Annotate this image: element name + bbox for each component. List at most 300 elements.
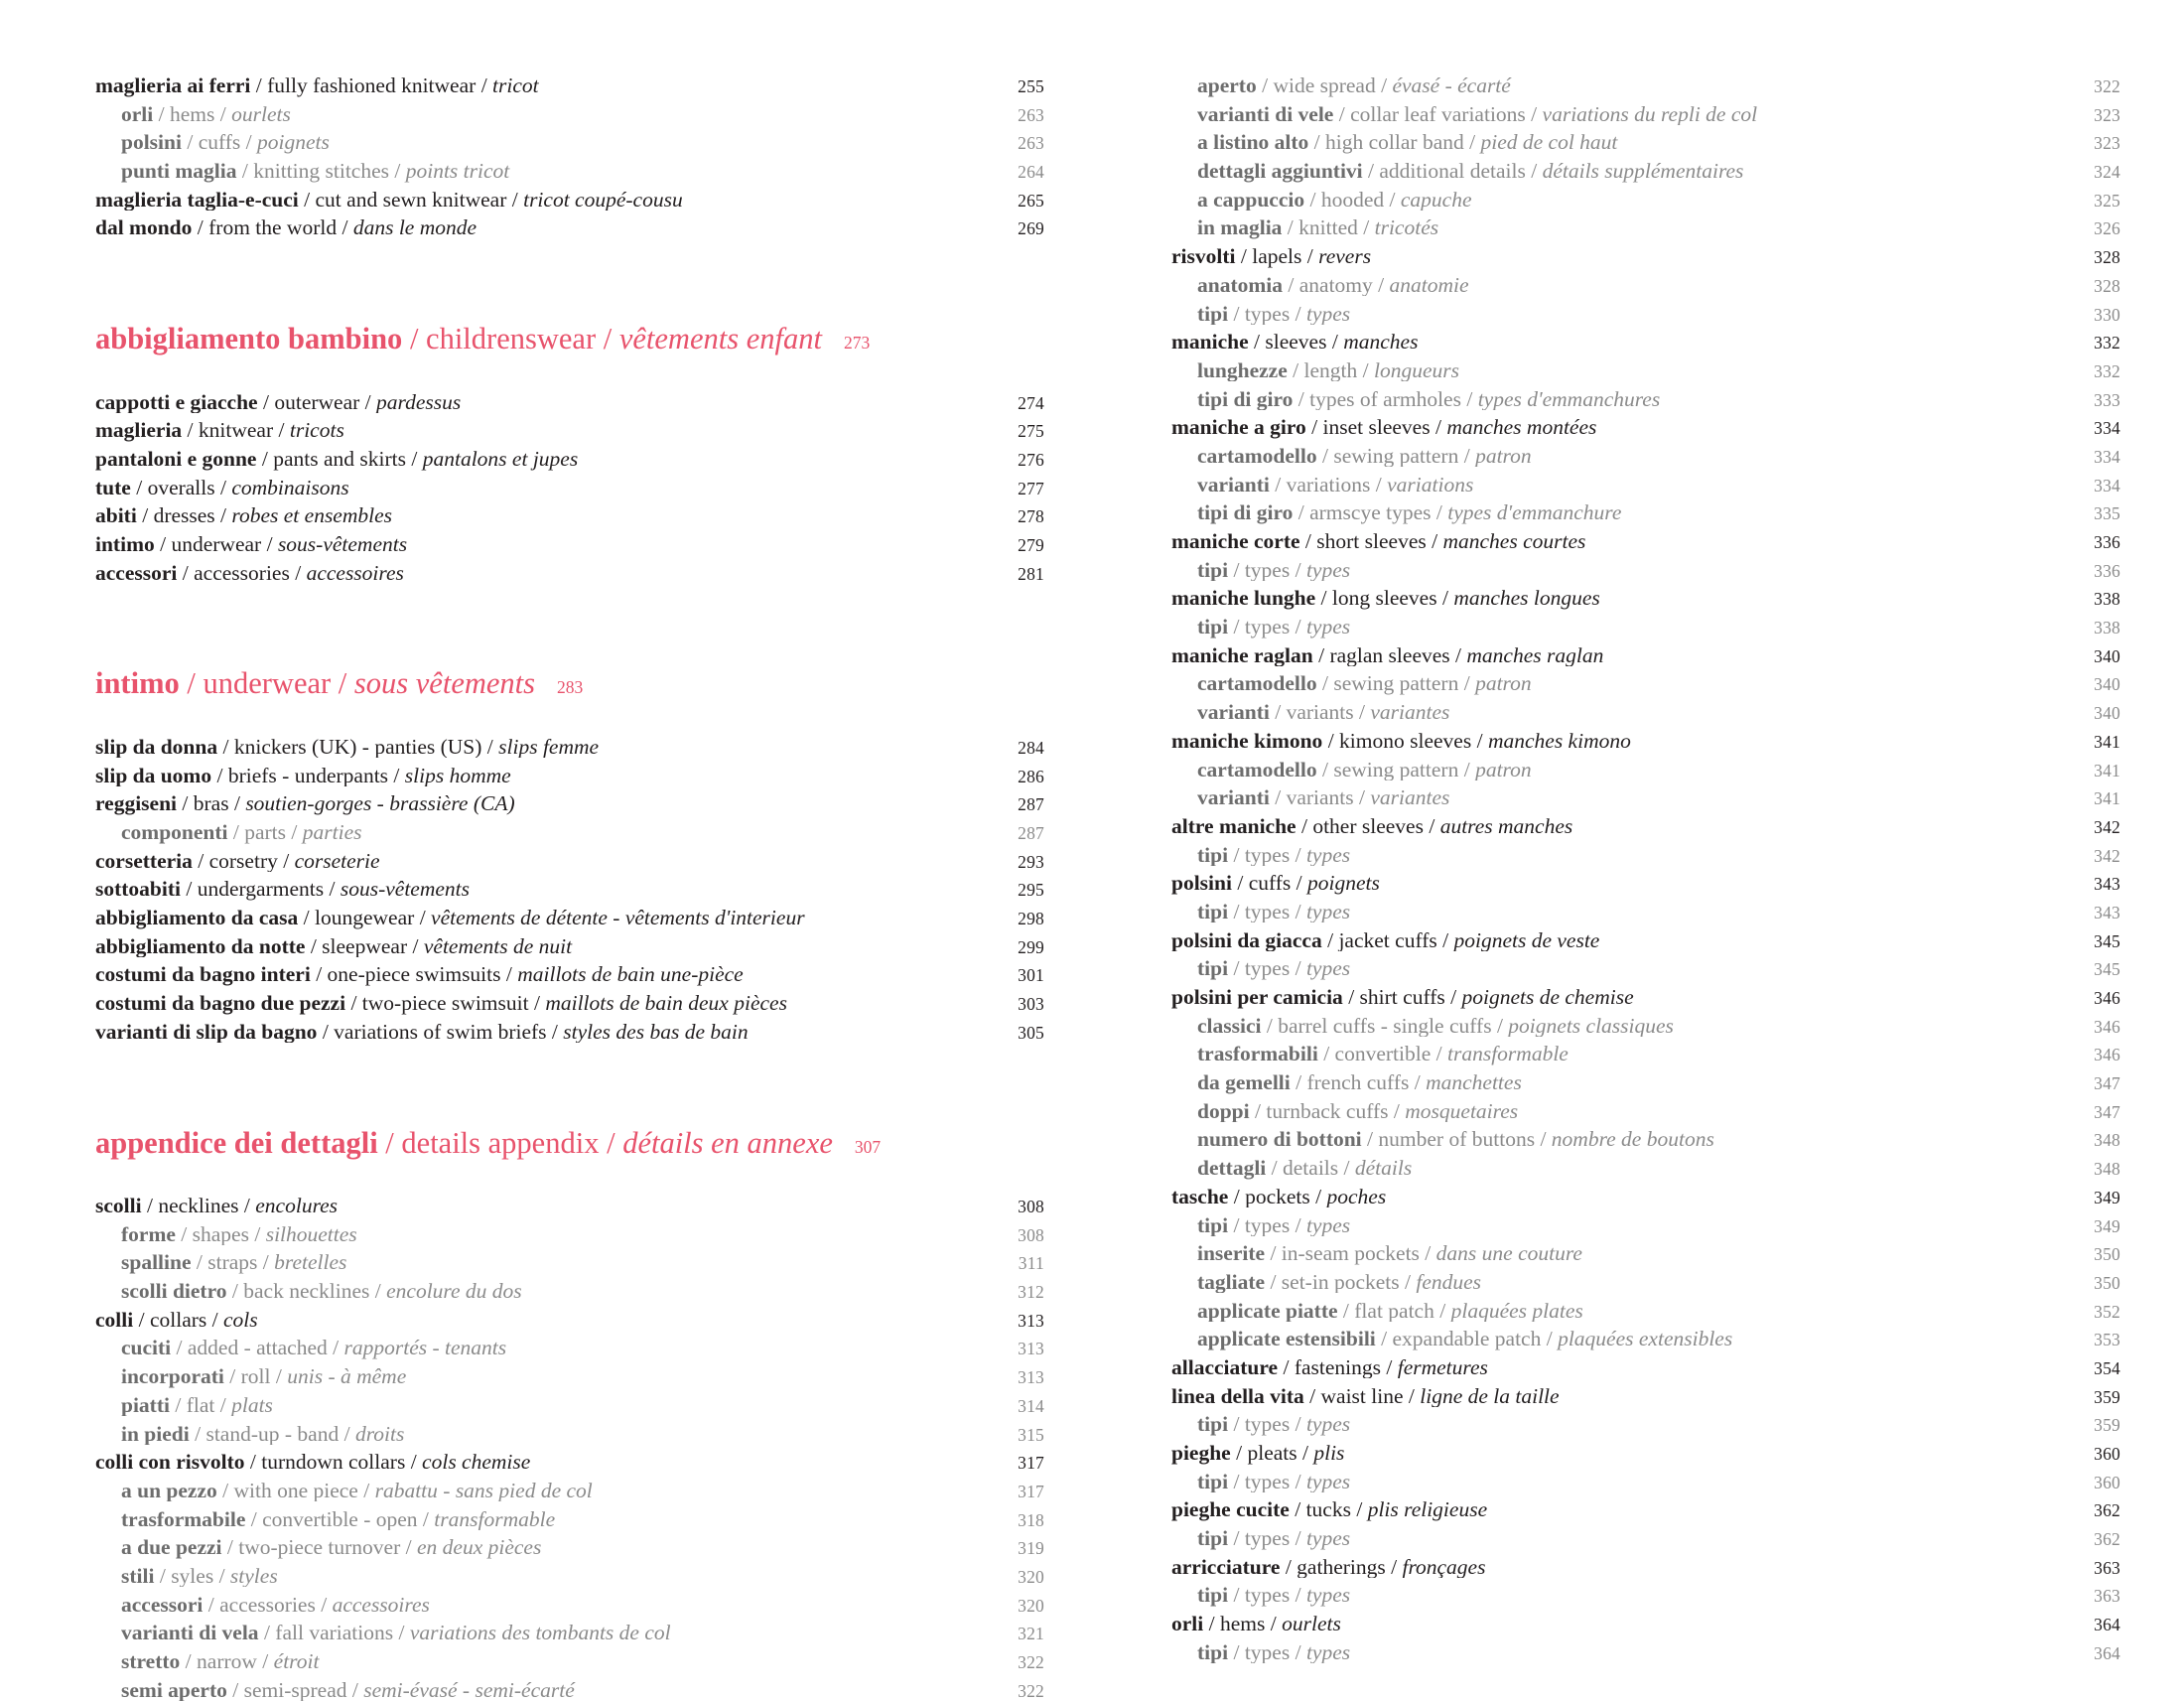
toc-page-number: 336 xyxy=(2094,560,2120,581)
toc-entry[interactable] xyxy=(95,1252,1044,1274)
toc-entry[interactable] xyxy=(1171,217,2120,239)
toc-entry[interactable] xyxy=(1171,1158,2120,1180)
toc-page-number: 345 xyxy=(2094,930,2120,951)
term-english: roll xyxy=(240,1366,276,1388)
term-french: styles des bas de bain xyxy=(563,1021,749,1044)
term-separator: / xyxy=(409,322,419,356)
toc-entry-text xyxy=(1171,332,2057,354)
term-french: tricotés xyxy=(1374,217,1439,239)
term-separator: / xyxy=(1363,217,1370,239)
term-english: sewing pattern xyxy=(1333,673,1459,695)
term-italian: costumi da bagno interi xyxy=(95,964,311,986)
toc-entry[interactable] xyxy=(95,1509,1044,1531)
term-separator: / xyxy=(219,103,226,126)
toc-entry[interactable] xyxy=(1171,1329,2120,1350)
toc-entry[interactable] xyxy=(95,793,1044,815)
toc-entry[interactable] xyxy=(95,1623,1044,1644)
toc-entry[interactable] xyxy=(95,104,1044,126)
term-italian: cuciti xyxy=(121,1338,172,1359)
toc-section-heading[interactable] xyxy=(95,1125,1044,1160)
toc-entry[interactable] xyxy=(1171,417,2120,439)
toc-page-number: 321 xyxy=(1018,1624,1044,1644)
term-french: types xyxy=(1305,1214,1351,1236)
toc-entry[interactable] xyxy=(95,964,1044,986)
term-english: details appendix xyxy=(401,1125,600,1160)
toc-entry[interactable] xyxy=(1171,1215,2120,1237)
term-french: détails en annexe xyxy=(622,1125,833,1160)
toc-entry[interactable] xyxy=(95,908,1044,929)
toc-entry[interactable] xyxy=(1171,873,2120,895)
toc-page-number: 324 xyxy=(2094,162,2120,183)
term-french: vêtements de nuit xyxy=(423,935,573,958)
term-english: hooded xyxy=(1320,189,1385,212)
term-english: sleeves xyxy=(1265,332,1327,354)
term-separator: / xyxy=(1295,303,1301,325)
toc-page-number: 333 xyxy=(2094,389,2120,410)
term-italian: risvolti xyxy=(1171,246,1236,268)
term-italian: tute xyxy=(95,477,131,499)
toc-page-number: 354 xyxy=(2094,1357,2120,1378)
term-separator: / xyxy=(341,217,348,239)
term-italian: a un pezzo xyxy=(121,1480,217,1502)
toc-entry[interactable] xyxy=(1171,531,2120,553)
toc-entry-text xyxy=(1171,845,2057,867)
term-french: manches xyxy=(1343,332,1419,354)
term-french: droits xyxy=(354,1423,405,1445)
term-italian: dal mondo xyxy=(95,217,193,239)
term-separator: / xyxy=(233,793,240,815)
toc-page-number: 283 xyxy=(557,677,584,698)
term-english: sewing pattern xyxy=(1333,445,1459,468)
term-separator: / xyxy=(405,1537,412,1559)
term-italian: spalline xyxy=(121,1252,192,1274)
term-italian: maglieria taglia-e-cuci xyxy=(95,189,299,212)
toc-entry-text xyxy=(1171,1044,2057,1065)
toc-entry[interactable] xyxy=(1171,1642,2120,1664)
term-separator: / xyxy=(250,1508,257,1531)
toc-entry[interactable] xyxy=(1171,246,2120,268)
toc-page-number: 363 xyxy=(2094,1557,2120,1578)
term-separator: / xyxy=(181,1223,188,1246)
toc-entry[interactable] xyxy=(95,1595,1044,1617)
term-english: barrel cuffs - single cuffs xyxy=(1278,1015,1492,1038)
toc-page-number: 362 xyxy=(2094,1529,2120,1550)
toc-entry[interactable] xyxy=(95,766,1044,787)
term-italian: scolli dietro xyxy=(121,1281,227,1303)
toc-entry[interactable] xyxy=(1171,1585,2120,1607)
term-separator: / xyxy=(1432,531,1438,553)
toc-entry[interactable] xyxy=(95,1338,1044,1359)
term-italian: maniche lunghe xyxy=(1171,588,1316,610)
toc-entry[interactable] xyxy=(1171,673,2120,695)
term-italian: abiti xyxy=(95,505,137,527)
term-separator: / xyxy=(185,1651,192,1673)
toc-entry[interactable] xyxy=(1171,787,2120,809)
term-italian: abbigliamento bambino xyxy=(95,322,403,356)
term-italian: incorporati xyxy=(121,1366,224,1388)
toc-entry-text xyxy=(95,851,981,873)
toc-entry[interactable] xyxy=(95,1566,1044,1588)
toc-entry[interactable] xyxy=(1171,617,2120,638)
term-english: variants xyxy=(1286,787,1354,809)
term-separator: / xyxy=(1393,1100,1400,1123)
term-separator: / xyxy=(1348,987,1355,1009)
term-italian: maglieria ai ferri xyxy=(95,75,251,97)
toc-entry[interactable] xyxy=(95,478,1044,499)
toc-entry[interactable] xyxy=(1171,1499,2120,1521)
term-italian: da gemelli xyxy=(1197,1072,1291,1094)
toc-entry[interactable] xyxy=(1171,1044,2120,1065)
term-french: types d'emmanchures xyxy=(1477,388,1661,411)
toc-entry[interactable] xyxy=(1171,389,2120,411)
toc-page-number: 332 xyxy=(2094,333,2120,354)
toc-entry[interactable] xyxy=(1171,702,2120,724)
toc-entry[interactable] xyxy=(1171,190,2120,212)
toc-page-number: 322 xyxy=(2094,76,2120,96)
toc-page-number: 295 xyxy=(1018,880,1044,901)
term-english: hems xyxy=(169,103,215,126)
toc-entry[interactable] xyxy=(95,1224,1044,1246)
toc-entry-text xyxy=(1171,104,2057,126)
term-english: armscye types xyxy=(1309,502,1436,524)
term-english: lapels xyxy=(1252,246,1302,268)
toc-entry[interactable] xyxy=(1171,560,2120,582)
toc-entry[interactable] xyxy=(1171,75,2120,97)
term-english: types xyxy=(1244,617,1291,638)
term-french: rabattu - sans pied de col xyxy=(374,1480,593,1502)
toc-entry[interactable] xyxy=(1171,161,2120,183)
term-italian: tipi xyxy=(1197,958,1229,980)
toc-entry[interactable] xyxy=(1171,1072,2120,1094)
toc-entry[interactable] xyxy=(95,1395,1044,1417)
term-separator: / xyxy=(1296,1072,1302,1094)
term-italian: intimo xyxy=(95,534,155,556)
toc-entry[interactable] xyxy=(95,1196,1044,1217)
toc-entry[interactable] xyxy=(95,879,1044,901)
term-french: revers xyxy=(1318,246,1372,268)
term-italian: intimo xyxy=(95,666,180,701)
term-french: cols chemise xyxy=(422,1452,531,1474)
toc-entry[interactable] xyxy=(1171,275,2120,297)
term-french: dans le monde xyxy=(352,217,478,239)
toc-entry-text xyxy=(1171,760,2057,781)
term-english: dresses xyxy=(153,505,215,527)
term-french: ligne de la taille xyxy=(1420,1385,1560,1408)
toc-page-number: 330 xyxy=(2094,304,2120,325)
toc-entry[interactable] xyxy=(95,822,1044,844)
toc-page-number: 275 xyxy=(1018,421,1044,442)
term-separator: / xyxy=(363,1480,370,1502)
term-separator: / xyxy=(551,1021,558,1044)
term-separator: / xyxy=(1300,815,1307,838)
toc-entry-text xyxy=(1171,1614,2057,1635)
toc-entry[interactable] xyxy=(1171,446,2120,468)
toc-entry[interactable] xyxy=(95,505,1044,527)
term-italian: applicate estensibili xyxy=(1197,1329,1376,1350)
term-english: gatherings xyxy=(1297,1556,1386,1579)
toc-section-heading[interactable] xyxy=(95,324,1044,354)
term-separator: / xyxy=(1233,559,1240,582)
term-french: plaquées plates xyxy=(1450,1300,1583,1323)
toc-page-number: 348 xyxy=(2094,1159,2120,1180)
term-italian: tipi di giro xyxy=(1197,502,1294,524)
toc-page-number: 264 xyxy=(1018,162,1044,183)
toc-page-number: 279 xyxy=(1018,535,1044,556)
term-english: types xyxy=(1244,901,1291,923)
term-separator: / xyxy=(1321,445,1328,468)
toc-page-number: 349 xyxy=(2094,1215,2120,1236)
term-french: pardessus xyxy=(376,391,462,414)
toc-entry[interactable] xyxy=(1171,902,2120,923)
toc-entry-text xyxy=(95,1022,981,1044)
toc-page-number: 281 xyxy=(1018,563,1044,584)
term-french: maillots de bain deux pièces xyxy=(545,993,787,1015)
toc-page-number: 278 xyxy=(1018,506,1044,527)
term-separator: / xyxy=(533,993,540,1015)
toc-entry[interactable] xyxy=(1171,1414,2120,1436)
term-french: variations du repli de col xyxy=(1542,103,1758,126)
toc-entry[interactable] xyxy=(95,1366,1044,1388)
term-separator: / xyxy=(278,420,285,442)
toc-page-number: 313 xyxy=(1018,1339,1044,1359)
toc-entry-text xyxy=(1171,617,2057,638)
term-italian: lunghezze xyxy=(1197,359,1288,382)
toc-entry[interactable] xyxy=(95,563,1044,585)
toc-page-number: 348 xyxy=(2094,1130,2120,1151)
term-french: sous-vêtements xyxy=(277,534,408,556)
term-separator: / xyxy=(231,1281,238,1303)
term-separator: / xyxy=(1531,103,1538,126)
term-italian: polsini xyxy=(121,132,182,154)
toc-entry[interactable] xyxy=(1171,1101,2120,1123)
term-french: pied de col haut xyxy=(1480,132,1618,154)
toc-entry[interactable] xyxy=(95,1651,1044,1673)
toc-entry[interactable] xyxy=(1171,360,2120,382)
section-heading-text xyxy=(95,1125,833,1160)
term-french: fermetures xyxy=(1397,1356,1488,1379)
term-separator: / xyxy=(1236,1443,1243,1465)
term-french: tricot xyxy=(492,75,539,97)
term-english: briefs - underpants xyxy=(227,765,389,787)
term-italian: tipi xyxy=(1197,1585,1229,1607)
toc-entry[interactable] xyxy=(1171,132,2120,154)
term-italian: appendice dei dettagli xyxy=(95,1125,378,1160)
toc-entry[interactable] xyxy=(1171,502,2120,524)
toc-entry[interactable] xyxy=(95,534,1044,556)
term-separator: / xyxy=(351,1679,358,1701)
term-english: narrow xyxy=(197,1651,257,1673)
toc-entry[interactable] xyxy=(1171,1443,2120,1465)
toc-entry[interactable] xyxy=(1171,845,2120,867)
term-italian: abbigliamento da notte xyxy=(95,935,306,958)
toc-entry[interactable] xyxy=(1171,588,2120,610)
toc-entry[interactable] xyxy=(95,1680,1044,1701)
term-separator: / xyxy=(218,1565,225,1588)
term-separator: / xyxy=(1356,1499,1363,1521)
toc-entry-text xyxy=(95,964,981,986)
term-english: french cuffs xyxy=(1306,1072,1410,1094)
toc-entry[interactable] xyxy=(1171,332,2120,354)
toc-entry-text xyxy=(1171,132,2057,154)
term-separator: / xyxy=(1293,359,1299,382)
term-english: added - attached xyxy=(187,1338,328,1359)
toc-entry[interactable] xyxy=(95,75,1044,97)
toc-entry[interactable] xyxy=(95,420,1044,442)
toc-page-number: 307 xyxy=(854,1136,882,1157)
toc-entry[interactable] xyxy=(1171,816,2120,838)
term-italian: tipi xyxy=(1197,1414,1229,1436)
term-english: types xyxy=(1244,844,1291,867)
term-french: tricots xyxy=(289,420,344,442)
term-italian: in piedi xyxy=(121,1423,190,1445)
toc-entry[interactable] xyxy=(1171,304,2120,326)
toc-entry[interactable] xyxy=(1171,1272,2120,1294)
term-italian: tipi xyxy=(1197,1641,1229,1664)
section-spacer xyxy=(95,354,1044,392)
term-english: shirt cuffs xyxy=(1359,987,1451,1009)
toc-page-number: 311 xyxy=(1018,1253,1044,1274)
term-french: types xyxy=(1305,559,1351,582)
term-italian: varianti di vela xyxy=(121,1623,259,1644)
toc-entry-text xyxy=(95,1481,981,1502)
term-separator: / xyxy=(262,1252,269,1274)
toc-entry[interactable] xyxy=(95,132,1044,154)
toc-entry[interactable] xyxy=(95,190,1044,212)
term-italian: pantaloni e gonne xyxy=(95,449,257,471)
term-separator: / xyxy=(316,964,323,986)
term-separator: / xyxy=(1435,502,1442,524)
toc-entry[interactable] xyxy=(1171,930,2120,952)
toc-entry[interactable] xyxy=(95,1281,1044,1303)
toc-entry[interactable] xyxy=(1171,475,2120,496)
toc-page-number: 326 xyxy=(2094,218,2120,239)
term-french: types xyxy=(1305,617,1351,638)
toc-entry[interactable] xyxy=(1171,958,2120,980)
term-english: straps xyxy=(207,1252,258,1274)
term-separator: / xyxy=(222,1480,229,1502)
term-separator: / xyxy=(1381,75,1388,97)
toc-entry[interactable] xyxy=(95,1537,1044,1559)
toc-entry[interactable] xyxy=(95,161,1044,183)
term-separator: / xyxy=(394,161,401,183)
toc-entry[interactable] xyxy=(95,1481,1044,1502)
toc-entry[interactable] xyxy=(1171,987,2120,1009)
toc-entry[interactable] xyxy=(1171,1243,2120,1265)
toc-page-number: 263 xyxy=(1018,133,1044,154)
toc-entry-text xyxy=(1171,1129,2057,1151)
toc-entry[interactable] xyxy=(95,851,1044,873)
toc-entry[interactable] xyxy=(1171,1528,2120,1550)
term-english: in-seam pockets xyxy=(1281,1243,1420,1265)
toc-page-number: 353 xyxy=(2094,1330,2120,1350)
term-separator: / xyxy=(1270,1271,1277,1294)
toc-entry[interactable] xyxy=(1171,1614,2120,1635)
term-english: knitting stitches xyxy=(253,161,389,183)
toc-page-number: 349 xyxy=(2094,1187,2120,1207)
toc-page-number: 336 xyxy=(2094,532,2120,552)
term-separator: / xyxy=(1288,274,1295,297)
section-spacer xyxy=(95,699,1044,737)
toc-entry[interactable] xyxy=(95,1452,1044,1474)
toc-entry[interactable] xyxy=(1171,1129,2120,1151)
toc-page-number: 338 xyxy=(2094,618,2120,638)
term-english: turndown collars xyxy=(261,1452,406,1474)
toc-entry[interactable] xyxy=(95,1424,1044,1446)
toc-entry[interactable] xyxy=(1171,1301,2120,1323)
term-english: shapes xyxy=(192,1223,249,1246)
toc-entry-text xyxy=(1171,417,2057,439)
term-french: ourlets xyxy=(231,103,291,126)
toc-entry-text xyxy=(95,392,981,414)
toc-entry-text xyxy=(1171,930,2057,952)
toc-page-number: 362 xyxy=(2094,1500,2120,1521)
term-italian: orli xyxy=(1171,1614,1204,1635)
toc-entry-text xyxy=(1171,816,2057,838)
term-english: sleepwear xyxy=(322,935,408,958)
toc-entry[interactable] xyxy=(1171,645,2120,667)
term-italian: pieghe cucite xyxy=(1171,1499,1290,1521)
toc-page-number: 335 xyxy=(2094,503,2120,524)
toc-entry[interactable] xyxy=(95,1022,1044,1044)
term-english: other sleeves xyxy=(1312,815,1424,838)
term-italian: pieghe xyxy=(1171,1443,1231,1465)
term-separator: / xyxy=(146,1196,153,1217)
toc-entry[interactable] xyxy=(1171,104,2120,126)
toc-entry[interactable] xyxy=(95,993,1044,1015)
term-separator: / xyxy=(1405,1271,1411,1294)
toc-entry[interactable] xyxy=(1171,1557,2120,1579)
term-separator: / xyxy=(1540,1129,1547,1151)
toc-entry[interactable] xyxy=(95,449,1044,471)
toc-page-number: 350 xyxy=(2094,1244,2120,1265)
term-separator: / xyxy=(1237,873,1244,895)
term-separator: / xyxy=(243,1196,250,1217)
toc-entry[interactable] xyxy=(95,1310,1044,1332)
term-separator: / xyxy=(1275,702,1282,724)
toc-entry[interactable] xyxy=(1171,760,2120,781)
term-separator: / xyxy=(232,822,239,844)
toc-entry[interactable] xyxy=(95,217,1044,239)
term-separator: / xyxy=(187,420,194,442)
term-italian: maglieria xyxy=(95,420,183,442)
term-english: underwear xyxy=(203,666,332,701)
toc-page-number: 317 xyxy=(1018,1453,1044,1474)
toc-entry[interactable] xyxy=(1171,1357,2120,1379)
term-italian: dettagli xyxy=(1197,1158,1267,1180)
toc-section-heading[interactable] xyxy=(95,668,1044,699)
toc-entry[interactable] xyxy=(95,936,1044,958)
term-separator: / xyxy=(603,322,613,356)
toc-entry[interactable] xyxy=(95,737,1044,759)
toc-entry[interactable] xyxy=(1171,1386,2120,1408)
term-french: styles xyxy=(229,1565,278,1588)
toc-entry[interactable] xyxy=(1171,1016,2120,1038)
toc-entry[interactable] xyxy=(1171,1472,2120,1493)
term-french: patron xyxy=(1475,759,1532,780)
toc-entry-text xyxy=(1171,1585,2057,1607)
term-french: manches courtes xyxy=(1442,531,1586,553)
term-separator: / xyxy=(216,765,223,787)
toc-entry-text xyxy=(95,190,981,212)
toc-entry[interactable] xyxy=(1171,731,2120,753)
term-separator: / xyxy=(1359,787,1366,809)
toc-entry[interactable] xyxy=(95,392,1044,414)
term-separator: / xyxy=(195,1423,202,1445)
toc-entry[interactable] xyxy=(1171,1187,2120,1208)
term-separator: / xyxy=(187,666,196,701)
toc-page-number: 341 xyxy=(2094,788,2120,809)
term-french: cols xyxy=(223,1309,258,1332)
